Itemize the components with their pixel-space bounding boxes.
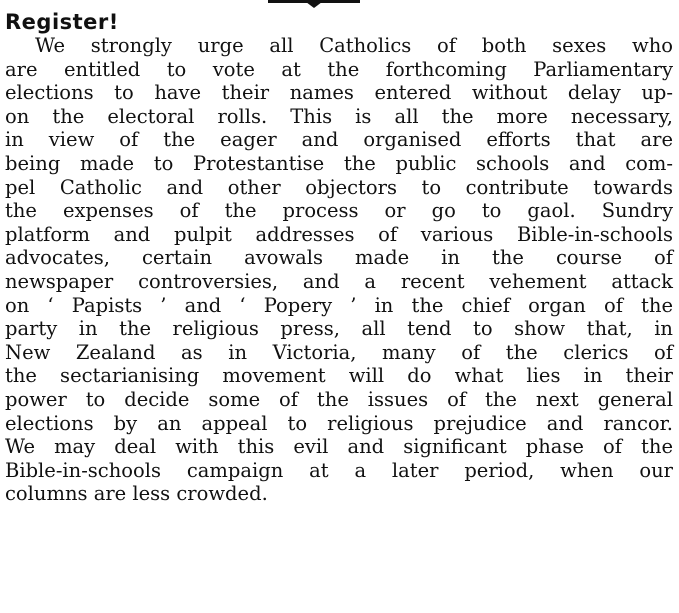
body-line: pel Catholic and other objectors to contribute towards (5, 175, 673, 199)
body-line: platform and pulpit addresses of various Bible-in-schools (5, 222, 673, 246)
body-line: columns are less crowded. (5, 482, 268, 506)
body-line: being made to Protestantise the public schools and com- (5, 151, 673, 175)
body-line: on the electoral rolls. This is all the more necessary, (5, 104, 673, 128)
body-line: power to decide some of the issues of the next general (5, 387, 673, 411)
body-line: party in the religious press, all tend to show that, in (5, 317, 673, 341)
divider-ornament (306, 2, 322, 8)
body-line: the expenses of the process or go to gaol. Sundry (5, 199, 673, 223)
body-line: We may deal with this evil and significant phase of the (5, 435, 673, 459)
article-heading: Register! (5, 10, 119, 34)
body-line: elections by an appeal to religious prejudice and rancor. (5, 411, 673, 435)
body-line: newspaper controversies, and a recent vehement attack (5, 269, 673, 293)
body-line: the sectarianising movement will do what lies in their (5, 364, 673, 388)
body-line: elections to have their names entered without delay up- (5, 81, 673, 105)
body-line: New Zealand as in Victoria, many of the clerics of (5, 340, 673, 364)
news-article (5, 10, 675, 506)
body-line: advocates, certain avowals made in the course of (5, 246, 673, 270)
body-line: on ‘ Papists ’ and ‘ Popery ’ in the chief organ of the (5, 293, 673, 317)
body-line: are entitled to vote at the forthcoming Parliamentary (5, 57, 673, 81)
body-line: Bible-in-schools campaign at a later period, when our (5, 458, 673, 482)
body-line: in view of the eager and organised efforts that are (5, 128, 673, 152)
article-body (5, 34, 675, 506)
body-line: We strongly urge all Catholics of both sexes who (35, 34, 673, 57)
